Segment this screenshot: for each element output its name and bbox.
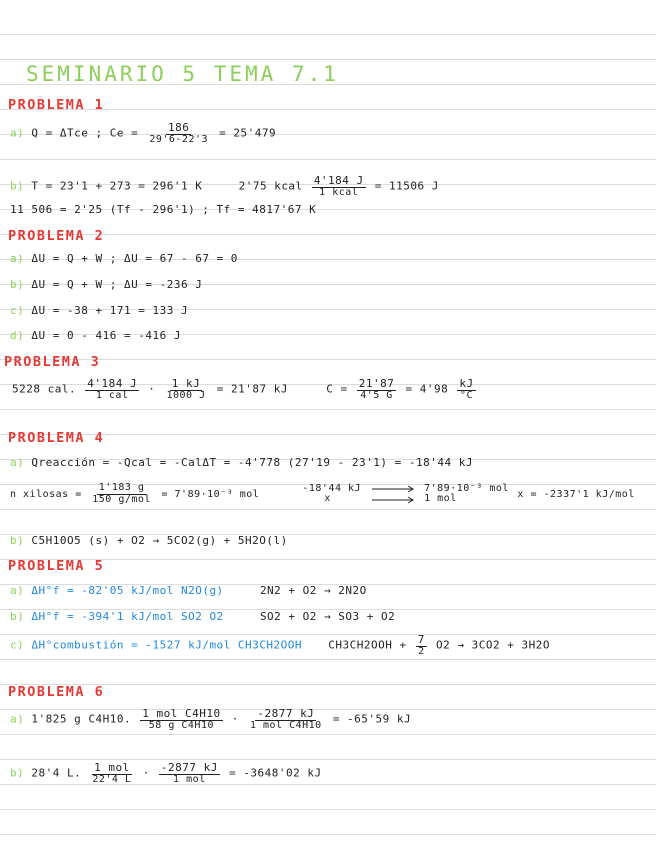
rule-right-bottom: 1 mol — [424, 493, 457, 504]
problem-2-b — [10, 278, 202, 291]
result: = 11506 J — [374, 179, 439, 193]
problem-5-header: PROBLEMA 5 — [8, 558, 105, 574]
problem-3-header: PROBLEMA 3 — [4, 354, 101, 370]
reaction: SO2 + O2 → SO3 + O2 — [259, 610, 396, 623]
denominator: 1 kcal — [319, 186, 359, 198]
equation-text: ΔU = 0 - 416 = -416 J — [31, 329, 181, 342]
numerator: 7 — [417, 633, 425, 646]
equation-text: Q = ΔTce ; Ce = — [31, 126, 139, 140]
c-text: C = — [326, 382, 348, 396]
fraction — [248, 708, 324, 731]
equation-text: C5H10O5 (s) + O2 → 5CO2(g) + 5H2O(l) — [31, 534, 288, 547]
problem-4-b — [10, 534, 288, 547]
moles-lhs: n xilosas = — [10, 489, 82, 500]
label: a) — [10, 712, 25, 726]
label: a) — [10, 252, 25, 265]
problem-2-c — [10, 304, 188, 317]
start-value: 28'4 L. — [31, 766, 82, 780]
problem-4-moles — [10, 483, 635, 505]
page-title: SEMINARIO 5 TEMA 7.1 — [26, 62, 339, 86]
equation-text: ΔU = -38 + 171 = 133 J — [31, 304, 189, 317]
reaction-b: O2 → 3CO2 + 3H2O — [436, 638, 550, 652]
problem-3-calc: 5228 cal. $\frac{4'184 J}{\text{1 cal}}$ · $\frac{1 kJ}{1000 J}$ = 21'87 kJ C = $\frac{21'87}{4'5 G}$ = 4'98 $\frac{kJ}{^\circ C}$ — [12, 377, 474, 401]
label: c) — [10, 304, 25, 317]
numerator: 21'87 — [358, 377, 395, 390]
numerator: 1 mol C4H10 — [142, 707, 221, 720]
start-value: 1'825 g C4H10. — [31, 712, 132, 726]
problem-4-a — [10, 456, 473, 469]
problem-6-a: a) 1'825 g C4H10. $\frac{\text{1 mol C4H10}}{\text{58 g C4H10}}$ · $\frac{-2877 kJ}{\text{1 mol C4H10}}$ = -65'59 kJ — [10, 707, 412, 731]
moles-result: = 7'89·10⁻³ mol — [161, 489, 260, 500]
label: d) — [10, 329, 25, 342]
equation-text: Qreacción = -Qcal = -CalΔT = -4'778 (27'19 - 23'1) = -18'44 kJ — [31, 456, 473, 469]
problem-2-a — [10, 252, 238, 265]
numerator: 1 mol — [94, 761, 130, 774]
enthalpy-text: ΔH°f = -82'05 kJ/mol N2O(g) — [31, 584, 224, 597]
label: b) — [10, 534, 25, 547]
fraction — [416, 634, 427, 657]
numerator: -2877 kJ — [160, 761, 218, 774]
problem-2-d — [10, 329, 181, 342]
label: b) — [10, 179, 25, 193]
label: a) — [10, 456, 25, 469]
label: c) — [10, 638, 25, 652]
label: b) — [10, 766, 25, 780]
denominator: 2 — [418, 645, 425, 657]
problem-5-c — [10, 634, 550, 657]
equation-text: ΔU = Q + W ; ΔU = 67 - 67 = 0 — [31, 252, 238, 265]
rule-right-top: 7'89·10⁻³ mol — [424, 482, 509, 494]
fraction — [164, 378, 207, 401]
problem-6-b: b) 28'4 L. $\frac{\text{1 mol}}{22'4 L}$ · $\frac{-2877 kJ}{\text{1 mol}}$ = -3648'02 kJ — [10, 761, 322, 785]
rule-result: x = -2337'1 kJ/mol — [517, 489, 635, 500]
conversion-start: 2'75 kcal — [238, 179, 303, 193]
start-value: 5228 cal. — [12, 382, 77, 396]
numerator: 1'183 g — [98, 482, 145, 493]
result: = -3648'02 kJ — [228, 766, 322, 780]
reaction-a: CH3CH2OOH + — [328, 638, 407, 652]
numerator: kJ — [459, 377, 474, 390]
result: = -65'59 kJ — [332, 712, 412, 726]
denominator: 1 mol — [173, 773, 206, 785]
numerator: 186 — [168, 121, 190, 134]
result: = 25'479 — [219, 126, 277, 140]
fraction — [312, 175, 366, 198]
fraction — [85, 378, 139, 401]
fraction — [90, 762, 133, 785]
numerator: -2877 kJ — [257, 707, 315, 720]
numerator: 1 kJ — [171, 377, 201, 390]
denominator: °C — [459, 389, 473, 401]
rule-left-top: -18'44 kJ — [302, 482, 362, 494]
fraction — [90, 483, 153, 505]
numerator: 4'184 J — [313, 174, 364, 187]
problem-1-b — [10, 175, 439, 198]
denominator: 1 cal — [95, 389, 129, 401]
denominator: 22'4 L — [92, 773, 132, 785]
label: b) — [10, 610, 25, 623]
rule-left-bottom: x — [324, 493, 331, 504]
arrow-icon — [370, 483, 416, 505]
problem-5-b — [10, 610, 395, 623]
problem-6-header: PROBLEMA 6 — [8, 684, 105, 700]
denominator: 150 g/mol — [92, 493, 151, 505]
problem-4-header: PROBLEMA 4 — [8, 430, 105, 446]
rule-left — [302, 484, 361, 505]
unit-fraction — [457, 378, 475, 401]
rule-right — [424, 484, 509, 505]
problem-1-a — [10, 122, 276, 145]
label: a) — [10, 126, 25, 140]
problem-1-b-line2: 11 506 = 2'25 (Tf - 296'1) ; Tf = 4817'67 K — [10, 203, 317, 216]
problem-1-header: PROBLEMA 1 — [8, 97, 105, 113]
denominator: 58 g C4H10 — [148, 719, 214, 731]
denominator: 4'5 G — [360, 389, 393, 401]
denominator: 1 mol C4H10 — [249, 719, 322, 731]
denominator: 1000 J — [166, 389, 206, 401]
label: a) — [10, 584, 25, 597]
denominator: 29'6-22'3 — [149, 133, 209, 145]
equation-text: T = 23'1 + 273 = 296'1 K — [31, 179, 203, 193]
equation-text: ΔU = Q + W ; ΔU = -236 J — [31, 278, 203, 291]
label: b) — [10, 278, 25, 291]
fraction — [357, 378, 397, 401]
numerator: 4'184 J — [87, 377, 138, 390]
enthalpy-text: ΔH°f = -394'1 kJ/mol SO2 O2 — [31, 610, 224, 623]
fraction — [159, 762, 220, 785]
problem-5-a — [10, 584, 367, 597]
enthalpy-text: ΔH°combustión = -1527 kJ/mol CH3CH2OOH — [31, 638, 303, 652]
fraction — [140, 708, 222, 731]
problem-2-header: PROBLEMA 2 — [8, 228, 105, 244]
c-result: = 4'98 — [405, 382, 449, 396]
reaction: 2N2 + O2 → 2N2O — [259, 584, 367, 597]
result: = 21'87 kJ — [216, 382, 288, 396]
fraction — [147, 122, 210, 145]
